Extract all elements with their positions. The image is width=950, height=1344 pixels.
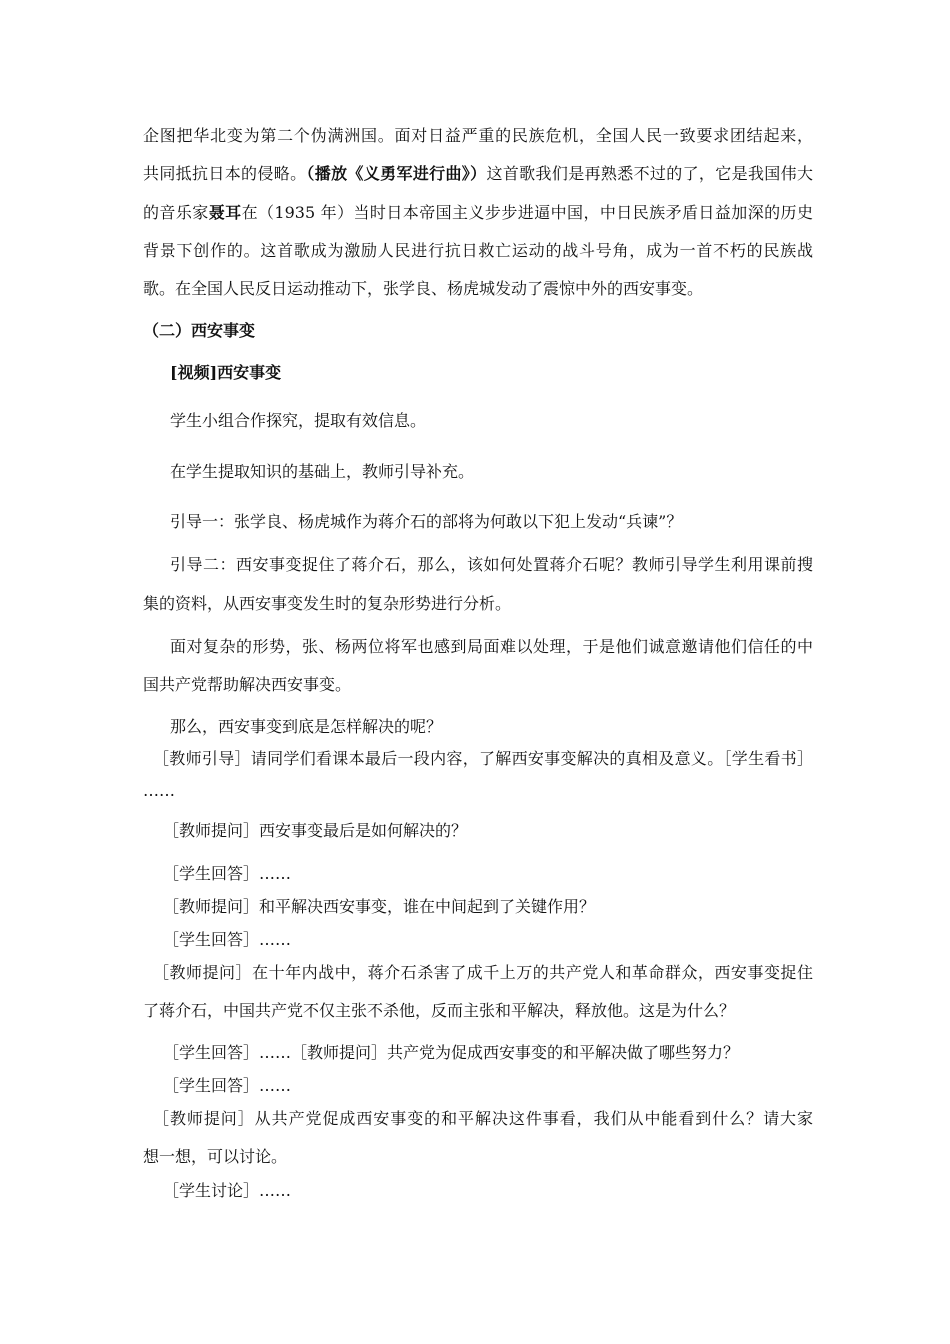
text-span: 这首歌我们是再熟悉不过的了，它是我国伟大 (486, 164, 813, 183)
paragraph-line: 集的资料，从西安事变发生时的复杂形势进行分析。 (143, 594, 512, 613)
text-span: 的音乐家 (143, 203, 209, 222)
paragraph-line: …… (143, 781, 175, 800)
section-heading: （二）西安事变 (143, 321, 256, 340)
paragraph-line: ［学生回答］……［教师提问］共产党为促成西安事变的和平解决做了哪些努力？ (163, 1043, 740, 1062)
paragraph-line: ［学生回答］…… (163, 930, 292, 949)
paragraph-line: 引导一：张学良、杨虎城作为蒋介石的部将为何敢以下犯上发动“兵谏”？ (170, 512, 683, 531)
paragraph-line: ［教师提问］西安事变最后是如何解决的？ (163, 821, 468, 840)
paragraph-line: 那么，西安事变到底是怎样解决的呢？ (170, 717, 443, 736)
composer-name: 聂耳 (208, 203, 242, 222)
paragraph-line: 了蒋介石，中国共产党不仅主张不杀他，反而主张和平解决，释放他。这是为什么？ (143, 1001, 736, 1020)
play-anthem-note: （播放《义勇军进行曲》） (306, 164, 487, 183)
paragraph-line: 面对复杂的形势，张、杨两位将军也感到局面难以处理，于是他们诚意邀请他们信任的中 (170, 637, 813, 656)
paragraph-line: 国共产党帮助解决西安事变。 (143, 675, 352, 694)
video-label: [视频]西安事变 (170, 363, 282, 382)
paragraph-line (143, 163, 813, 185)
text-span: 共同抵抗日本的侵略。 (143, 164, 307, 183)
paragraph-line: 学生小组合作探究，提取有效信息。 (170, 411, 427, 430)
paragraph-line (143, 278, 813, 300)
text-span: 歌。在全国人民反日运动推动下，张学良、杨虎城发动了震惊中外的西安事变。 (143, 279, 704, 298)
paragraph-line: 引导二：西安事变捉住了蒋介石，那么，该如何处置蒋介石呢？教师引导学生利用课前搜 (170, 555, 813, 574)
paragraph-line: ［教师引导］请同学们看课本最后一段内容，了解西安事变解决的真相及意义。［学生看书］ (153, 749, 813, 768)
paragraph-line: ［学生回答］…… (163, 1076, 292, 1095)
paragraph-line: 在学生提取知识的基础上，教师引导补充。 (170, 462, 475, 481)
paragraph-line: ［学生回答］…… (163, 864, 292, 883)
text-span: 在（1935 年）当时日本帝国主义步步进逼中国，中日民族矛盾日益加深的历史 (241, 203, 813, 222)
text-span: 企图把华北变为第二个伪满洲国。面对日益严重的民族危机，全国人民一致要求团结起来， (143, 126, 813, 145)
paragraph-line (143, 240, 813, 262)
paragraph-line: ［学生讨论］…… (163, 1181, 292, 1200)
paragraph-line: ［教师提问］从共产党促成西安事变的和平解决这件事看，我们从中能看到什么？请大家 (153, 1109, 813, 1128)
paragraph-line (143, 125, 813, 147)
paragraph-line: 想一想，可以讨论。 (143, 1147, 288, 1166)
paragraph-line (143, 202, 813, 224)
paragraph-line: ［教师提问］在十年内战中，蒋介石杀害了成千上万的共产党人和革命群众，西安事变捉住 (153, 963, 813, 982)
text-span: 背景下创作的。这首歌成为激励人民进行抗日救亡运动的战斗号角，成为一首不朽的民族战 (143, 241, 813, 260)
paragraph-line: ［教师提问］和平解决西安事变，谁在中间起到了关键作用？ (163, 897, 596, 916)
